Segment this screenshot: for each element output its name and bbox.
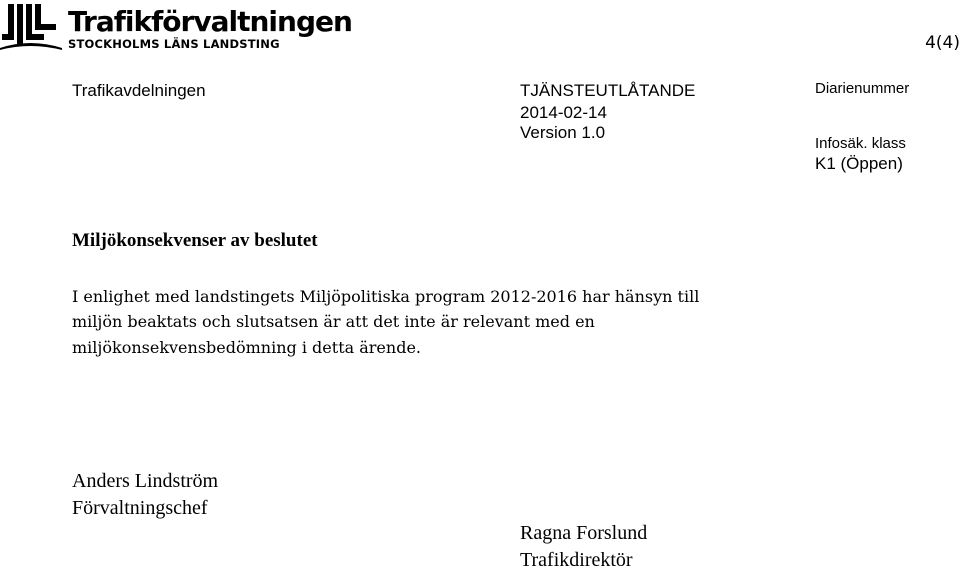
paragraph-line: miljön beaktats och slutsatsen är att det inte är relevant med en (72, 312, 595, 331)
signatory-name: Ragna Forslund (520, 522, 648, 544)
document-version: Version 1.0 (520, 123, 606, 142)
paragraph-line: miljökonsekvensbedömning i detta ärende. (72, 338, 421, 357)
document-type: TJÄNSTEUTLÅTANDE (520, 81, 696, 100)
page-number: 4(4) (925, 33, 960, 53)
classification-value: K1 (Öppen) (815, 154, 903, 173)
section-heading: Miljökonsekvenser av beslutet (72, 230, 318, 251)
sll-logo-icon (0, 2, 62, 50)
organization-subtitle: STOCKHOLMS LÄNS LANDSTING (68, 37, 280, 51)
organization-name: Trafikförvaltningen (68, 5, 352, 38)
signatory-title: Förvaltningschef (72, 497, 208, 519)
department-name: Trafikavdelningen (72, 81, 206, 100)
signatory-title: Trafikdirektör (520, 549, 633, 571)
paragraph-line: I enlighet med landstingets Miljöpolitiska program 2012-2016 har hänsyn till (72, 287, 700, 306)
document-date: 2014-02-14 (520, 103, 607, 122)
registration-number-label: Diarienummer (815, 80, 910, 97)
classification-label: Infosäk. klass (815, 135, 906, 152)
signatory-name: Anders Lindström (72, 470, 219, 492)
